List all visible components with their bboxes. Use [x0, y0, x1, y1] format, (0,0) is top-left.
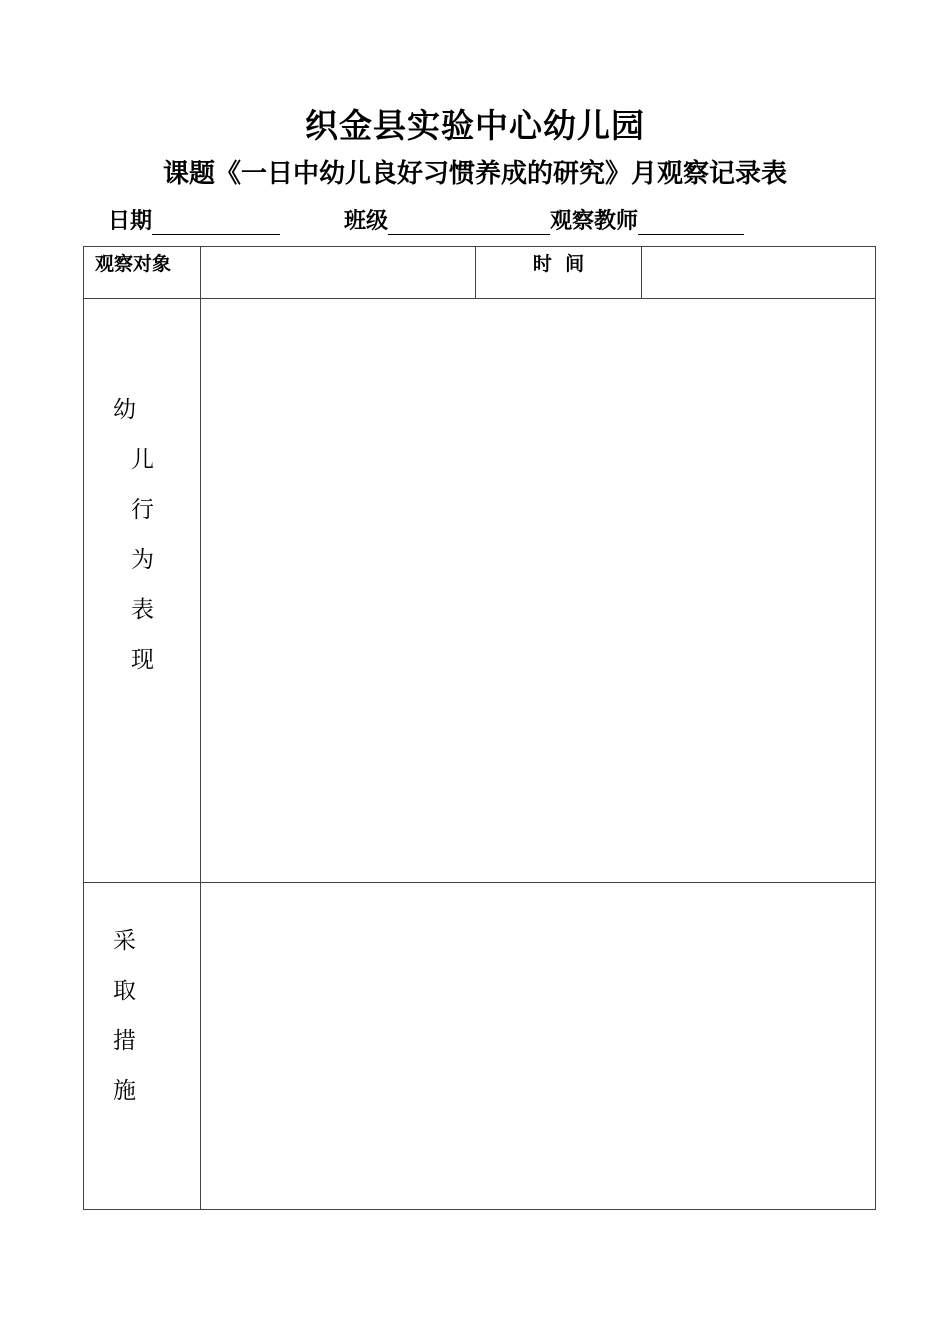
- behavior-label-cell: [84, 299, 201, 883]
- date-label: 日期: [108, 208, 153, 234]
- behavior-char: 行: [131, 497, 154, 523]
- time-label: 时 间: [532, 253, 585, 275]
- time-label-cell: [476, 247, 642, 299]
- info-line: [108, 204, 744, 235]
- observe-target-field[interactable]: [201, 247, 476, 299]
- form-subtitle: 课题《一日中幼儿良好习惯养成的研究》月观察记录表: [162, 159, 787, 189]
- behavior-char: 现: [131, 647, 154, 673]
- measures-field[interactable]: [201, 883, 876, 1210]
- observe-target-label: 观察对象: [95, 253, 172, 275]
- header-row: [84, 247, 876, 299]
- measures-char: 措: [113, 1028, 136, 1054]
- teacher-label: 观察教师: [550, 208, 639, 234]
- behavior-field[interactable]: [201, 299, 876, 883]
- behavior-char: 表: [131, 597, 154, 623]
- measures-char: 取: [113, 978, 136, 1004]
- time-field[interactable]: [642, 247, 876, 299]
- measures-label-cell: [84, 883, 201, 1210]
- page-title: 织金县实验中心幼儿园: [305, 106, 645, 145]
- observe-target-label-cell: [84, 247, 201, 299]
- behavior-char: 儿: [131, 447, 154, 473]
- teacher-field[interactable]: [638, 208, 744, 235]
- measures-char: 施: [113, 1078, 136, 1104]
- behavior-char: 为: [131, 547, 154, 573]
- measures-row: [84, 883, 876, 1210]
- measures-char: 采: [113, 928, 136, 954]
- measures-label: [84, 883, 200, 1116]
- observation-table: [83, 246, 876, 1210]
- behavior-char: 幼: [113, 397, 136, 423]
- class-label: 班级: [344, 208, 389, 234]
- behavior-row: [84, 299, 876, 883]
- date-field[interactable]: [152, 208, 280, 235]
- class-field[interactable]: [388, 208, 550, 235]
- behavior-label: [84, 299, 200, 685]
